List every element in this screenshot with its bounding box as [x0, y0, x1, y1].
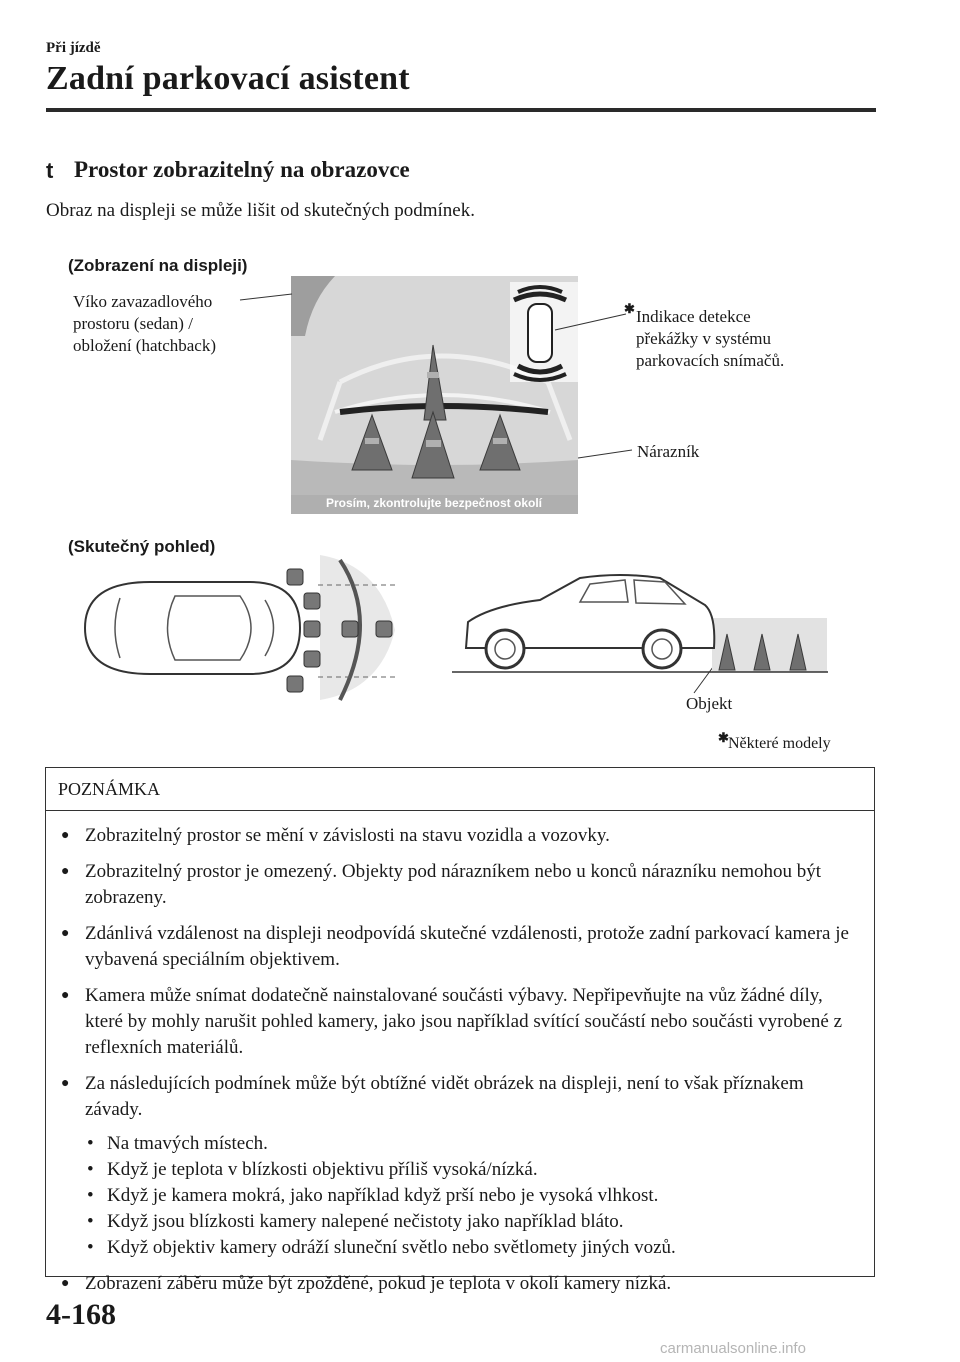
- section-title: Prostor zobrazitelný na obrazovce: [74, 157, 410, 182]
- note-subitem: • Když je teplota v blízkosti objektivu příliš vysoká/nízká.: [87, 1159, 538, 1180]
- note-item: ● Zobrazitelný prostor se mění v závislosti na stavu vozidla a vozovky.: [58, 823, 860, 849]
- page-title: Zadní parkovací asistent: [46, 60, 410, 97]
- callout-trunk-lid: Víko zavazadlového prostoru (sedan) / obložení (hatchback): [73, 292, 217, 355]
- bullet-icon: ●: [61, 988, 70, 1003]
- top-view-car: [85, 555, 395, 700]
- bullet-icon: ●: [61, 1076, 70, 1091]
- note-subitem: • Když objektiv kamery odráží sluneční světlo nebo světlomety jiných vozů.: [87, 1237, 676, 1258]
- callout-sensor-indicator: ✱ Indikace detekce překážky v systému parkovacích snímačů.: [624, 301, 785, 370]
- intro-text: Obraz na displeji se může lišit od skutečných podmínek.: [46, 200, 475, 221]
- note-list: [46, 811, 874, 1297]
- section-marker: t: [46, 158, 54, 183]
- bullet-icon: ●: [61, 864, 70, 879]
- display-view-label: (Zobrazení na displeji): [68, 256, 248, 275]
- note-subitem: • Když jsou blízkosti kamery nalepené nečistoty jako například bláto.: [87, 1211, 624, 1232]
- breadcrumb: Při jízdě: [46, 40, 101, 56]
- sensor-indicator-inset: [510, 282, 578, 382]
- side-view-car: [452, 575, 828, 672]
- real-view-label: (Skutečný pohled): [68, 537, 216, 556]
- callout-bumper: Nárazník: [637, 442, 700, 461]
- note-header: POZNÁMKA: [46, 768, 874, 811]
- bullet-icon: ●: [61, 926, 70, 941]
- page-number: 4-168: [46, 1298, 116, 1331]
- note-sublist: [85, 1131, 860, 1261]
- callout-object: Objekt: [686, 694, 733, 713]
- note-box: [45, 767, 875, 1294]
- footnote-some-models: ✱ Některé modely: [718, 730, 831, 752]
- note-item: ● Zobrazitelný prostor je omezený. Objekty pod nárazníkem nebo u konců nárazníku nemohou být zobrazeny.: [61, 861, 822, 908]
- note-item: ● Zdánlivá vzdálenost na displeji neodpovídá skutečné vzdálenosti, protože zadní parkovací kamera je vybavená speciálním objektivem.: [61, 923, 849, 970]
- note-item: ● Za následujících podmínek může být obtížné vidět obrázek na displeji, není to však příznakem závady. • Na tmavých místech. • Když je teplota v blízkosti objektivu příliš vysoká/nízká. • Když je kamera mokrá, jako například když prší nebo je vysoká vlhkost. • Když jsou blízkosti kamery nalepené nečistoty jako například bláto. • Když objektiv kamery odráží sluneční světlo nebo světlomety jiných vozů.: [58, 1071, 860, 1261]
- note-item: ● Kamera může snímat dodatečně nainstalované součásti výbavy. Nepřipevňujte na vůz žádné díly, které by mohly narušit pohled kamery, jako jsou například svítící součástí nebo součásti vyrobené z reflexních materiálů.: [61, 985, 843, 1058]
- bullet-icon: ●: [61, 828, 70, 843]
- bullet-icon: ●: [61, 1276, 70, 1291]
- note-subitem: • Na tmavých místech.: [87, 1133, 268, 1154]
- watermark: carmanualsonline.info: [660, 1340, 806, 1357]
- asterisk-icon: ✱: [624, 301, 635, 316]
- camera-display-image: [291, 276, 578, 514]
- note-item: ● Zobrazení záběru může být zpožděné, pokud je teplota v okolí kamery nízká.: [58, 1271, 860, 1297]
- note-subitem: • Když je kamera mokrá, jako například když prší nebo je vysoká vlhkost.: [87, 1185, 659, 1206]
- screen-message: Prosím, zkontrolujte bezpečnost okolí: [325, 496, 543, 510]
- asterisk-icon: ✱: [718, 730, 729, 745]
